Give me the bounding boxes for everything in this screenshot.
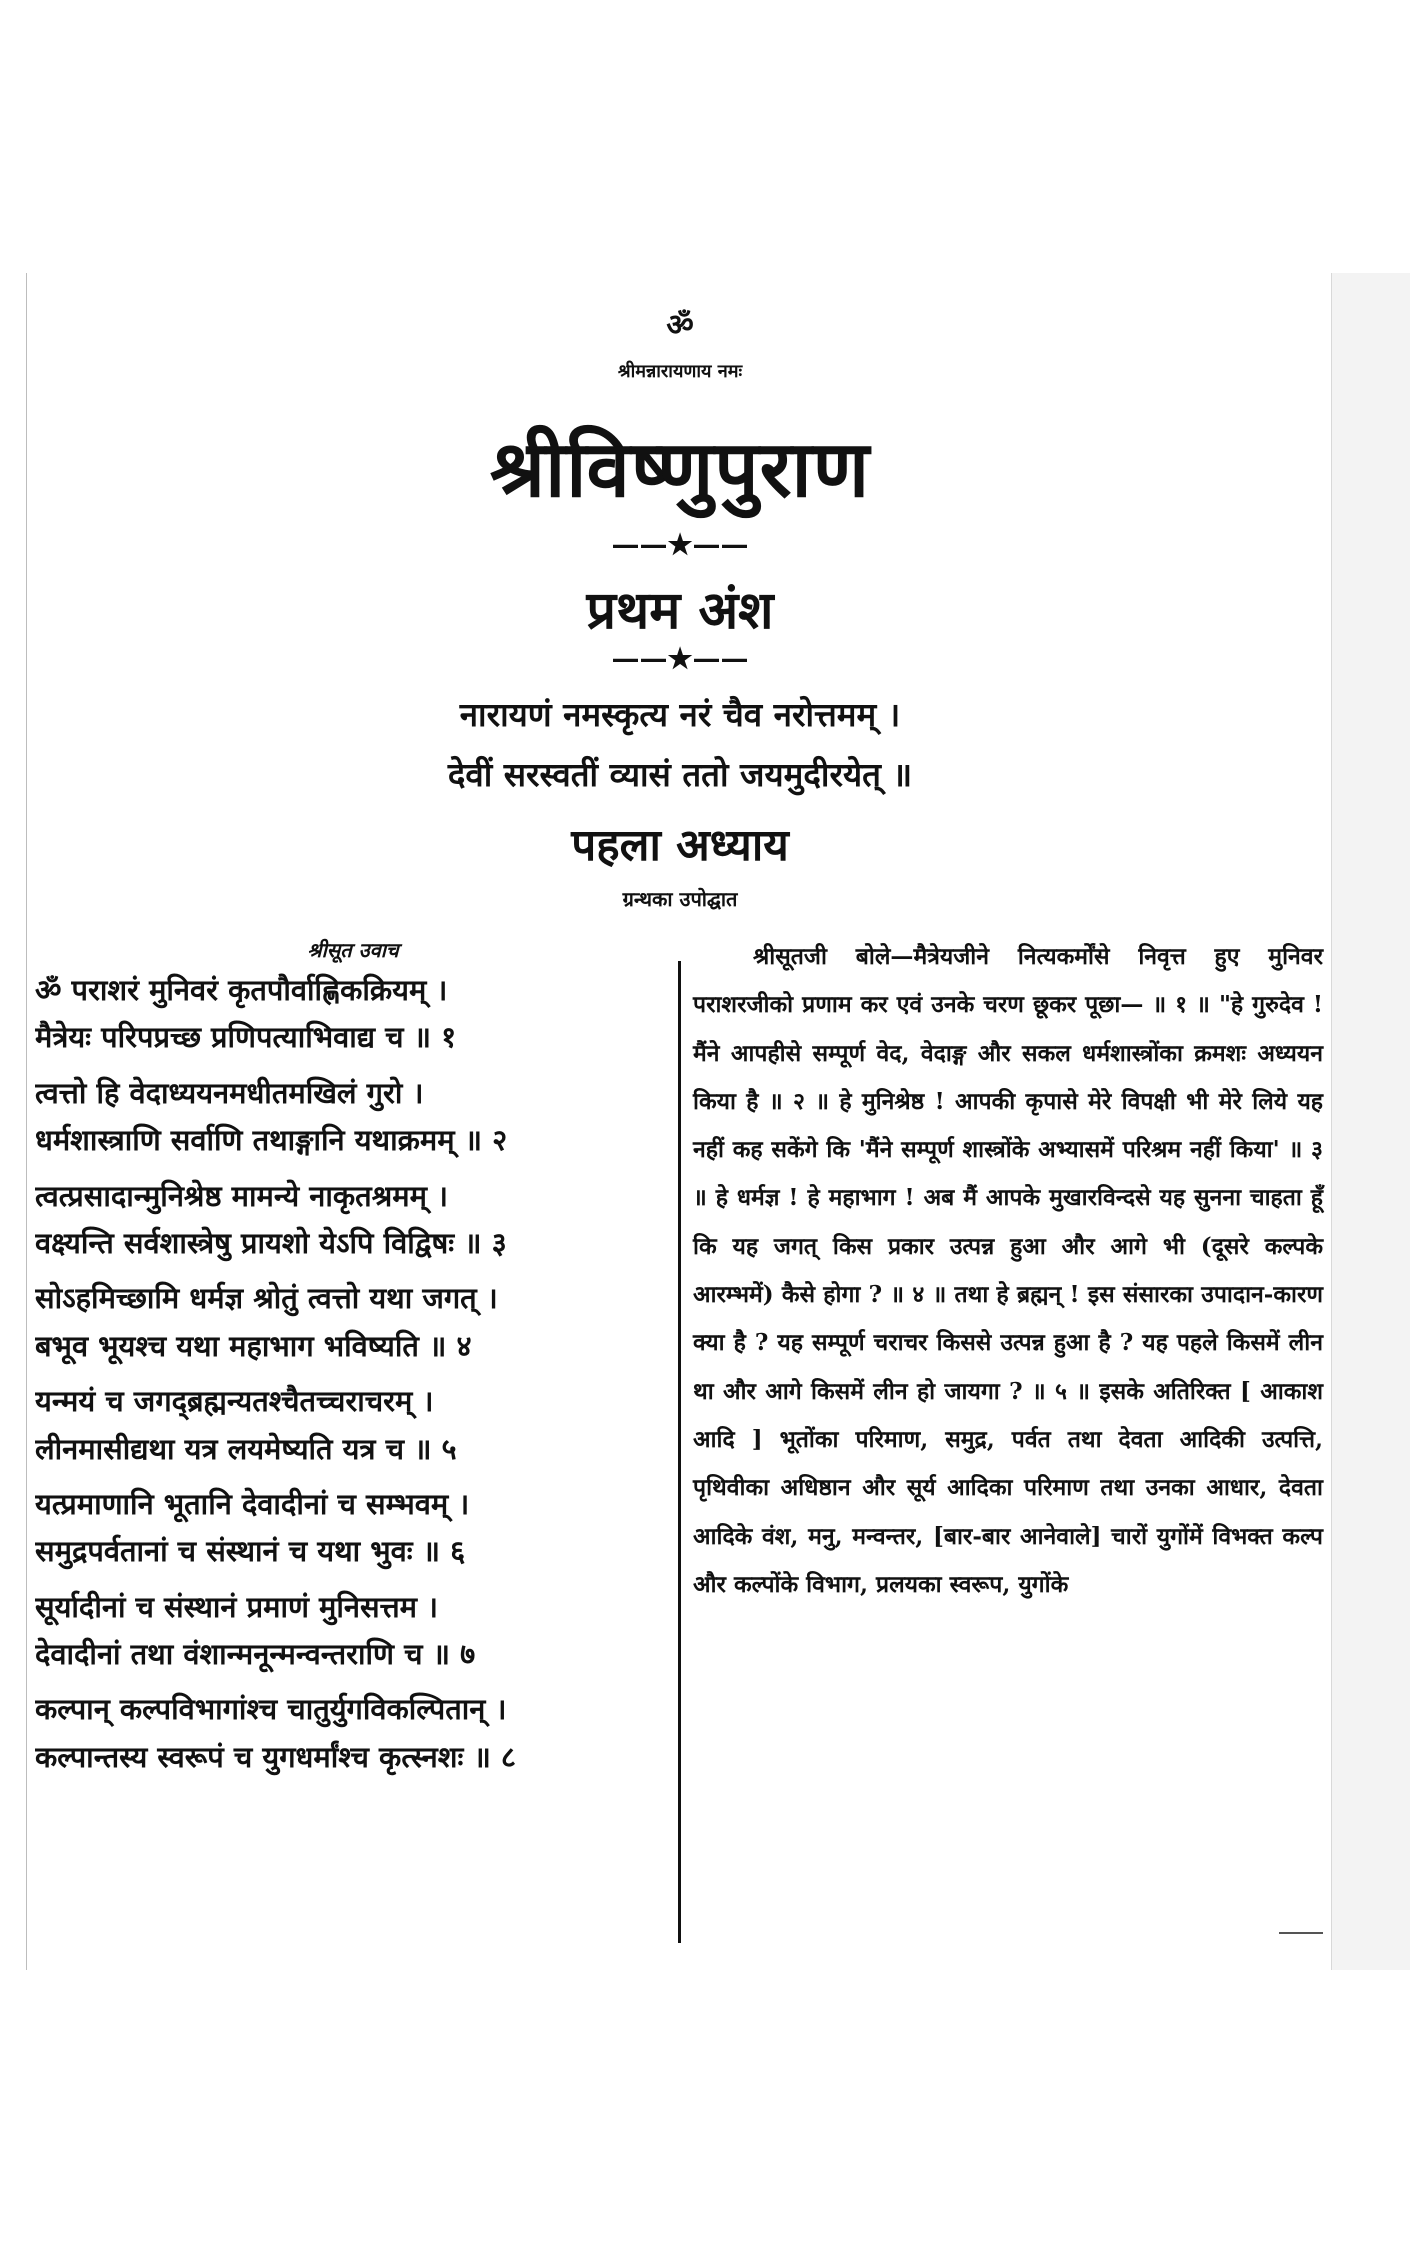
opening-sloka-line: देवीं सरस्वतीं व्यासं ततो जयमुदीरयेत् ॥ bbox=[447, 755, 913, 794]
verse-line: यन्मयं च जगद्ब्रह्मन्यतश्चैतच्चराचरम् । bbox=[35, 1384, 434, 1419]
verse-line: मैत्रेयः परिपप्रच्छ प्रणिपत्याभिवाद्य च ॥ १ bbox=[35, 1020, 457, 1055]
verse-line: लीनमासीद्यथा यत्र लयमेष्यति यत्र च ॥ ५ bbox=[35, 1431, 457, 1466]
translation-paragraph bbox=[693, 933, 1323, 1609]
sanskrit-verse-column bbox=[35, 933, 671, 1781]
verse-line: त्वत्प्रसादान्मुनिश्रेष्ठ मामन्ये नाकृतश्रमम् । bbox=[35, 1178, 449, 1213]
column-divider bbox=[678, 961, 681, 1943]
verse-line: समुद्रपर्वतानां च संस्थानं च यथा भुवः ॥ ६ bbox=[35, 1534, 466, 1569]
verse-line: सोऽहमिच्छामि धर्मज्ञ श्रोतुं त्वत्तो यथा जगत् । bbox=[35, 1281, 498, 1316]
opening-sloka-line: नारायणं नमस्कृत्य नरं चैव नरोत्तमम् । bbox=[459, 695, 901, 734]
verse-line: त्वत्तो हि वेदाध्ययनमधीतमखिलं गुरो । bbox=[35, 1075, 424, 1110]
verse-line: कल्पान् कल्पविभागांश्च चातुर्युगविकल्पितान् । bbox=[35, 1692, 507, 1727]
verse-line: सूर्यादीनां च संस्थानं प्रमाणं मुनिसत्तम । bbox=[35, 1589, 439, 1624]
verse-line: देवादीनां तथा वंशान्मनून्मन्वन्तराणि च ॥ ७ bbox=[35, 1637, 476, 1672]
speaker-label: श्रीसूत उवाच bbox=[307, 938, 399, 962]
chapter-heading: पहला अध्याय bbox=[571, 820, 789, 871]
verse-line: धर्मशास्त्राणि सर्वाणि तथाङ्गानि यथाक्रमम् ॥ २ bbox=[35, 1123, 508, 1158]
hindi-translation-column bbox=[693, 933, 1323, 1609]
translation-text: मैत्रेयजीने नित्यकर्मोंसे निवृत्त हुए मुनिवर पराशरजीको प्रणाम कर एवं उनके चरण छूकर पूछा— ॥ १ ॥ "हे गुरुदेव ! मैंने आपहीसे सम्पूर्ण वेद, वेदाङ्ग और सकल धर्मशास्त्रोंका क्रमशः अध्ययन किया है ॥ २ ॥ हे मुनिश्रेष्ठ ! आपकी कृपासे मेरे विपक्षी भी मेरे लिये यह नहीं कह सकेंगे कि 'मैंने सम्पूर्ण शास्त्रोंके अभ्यासमें परिश्रम नहीं किया' ॥ ३ ॥ हे धर्मज्ञ ! हे महाभाग ! अब मैं आपके मुखारविन्दसे यह सुनना चाहता हूँ कि यह जगत् किस प्रकार उत्पन्न हुआ और आगे भी (दूसरे कल्पके आरम्भमें) कैसे होगा ? ॥ ४ ॥ तथा हे ब्रह्मन् ! इस संसारका उपादान-कारण क्या है ? यह सम्पूर्ण चराचर किससे उत्पन्न हुआ है ? यह पहले किसमें लीन था और आगे किसमें लीन हो जायगा ? ॥ ५ ॥ इसके अतिरिक्त [ आकाश आदि ] भूतोंका परिमाण, समुद्र, पर्वत तथा देवता आदिकी उत्पत्ति, पृथिवीका अधिष्ठान और सूर्य आदिका परिमाण तथा उनका आधार, देवता आदिके वंश, मनु, मन्वन्तर, [बार-बार आनेवाले] चारों युगोंमें विभक्त कल्प और कल्पोंके विभाग, प्रलयका स्वरूप, युगोंके bbox=[693, 943, 1323, 1598]
speaker-lead: श्रीसूतजी बोले— bbox=[753, 943, 914, 970]
invocation-line: श्रीमन्नारायणाय नमः bbox=[617, 361, 743, 382]
adjacent-page-edge bbox=[1332, 273, 1410, 1970]
book-page bbox=[26, 273, 1332, 1970]
om-symbol: ॐ bbox=[666, 308, 694, 343]
verse-line: वक्ष्यन्ति सर्वशास्त्रेषु प्रायशो येऽपि विद्विषः ॥ ३ bbox=[35, 1225, 507, 1260]
verse-line: कल्पान्तस्य स्वरूपं च युगधर्मांश्च कृत्स्नशः ॥ ८ bbox=[35, 1739, 516, 1774]
part-heading: प्रथम अंश bbox=[586, 580, 774, 641]
verse-line: यत्प्रमाणानि भूतानि देवादीनां च सम्भवम् । bbox=[35, 1486, 470, 1521]
verse-line: बभूव भूयश्च यथा महाभाग भविष्यति ॥ ४ bbox=[35, 1328, 472, 1363]
star-ornament-divider: ——★—— bbox=[611, 528, 749, 561]
book-title: श्रीविष्णुपुराण bbox=[489, 424, 871, 515]
page-corner-mark bbox=[1279, 1932, 1323, 1934]
verse-line: ॐ पराशरं मुनिवरं कृतपौर्वाह्णिकक्रियम् । bbox=[35, 973, 448, 1007]
star-ornament-divider: ——★—— bbox=[611, 642, 749, 675]
chapter-subtitle: ग्रन्थका उपोद्घात bbox=[622, 887, 738, 911]
